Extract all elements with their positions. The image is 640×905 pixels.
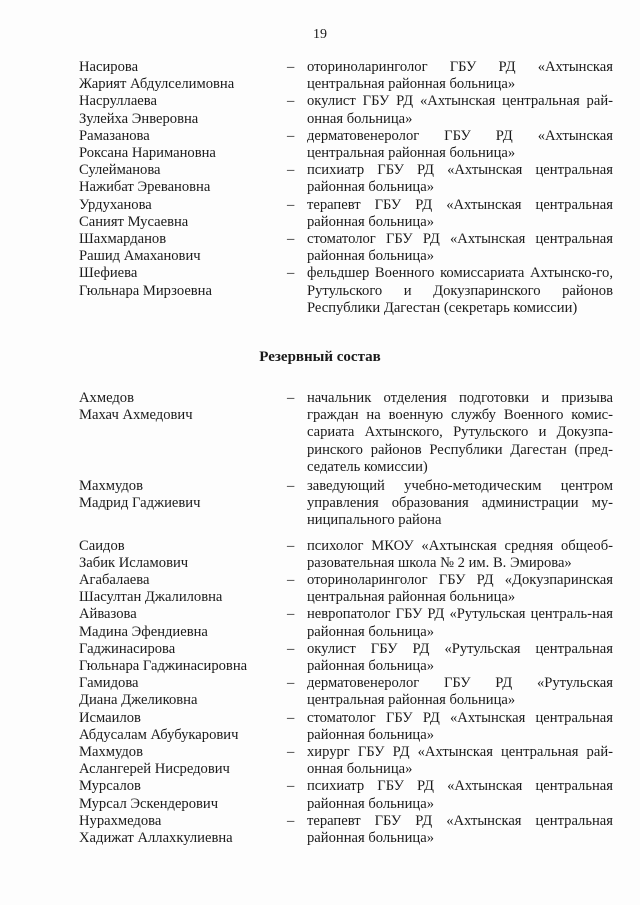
member-role: невропатолог ГБУ РД «Рутульская централь-ная районная больница»: [307, 606, 613, 640]
member-name: Урдуханова Саният Мусаевна: [79, 196, 189, 230]
member-entry: [0, 572, 640, 606]
member-name: Насруллаева Зулейха Энверовна: [79, 93, 199, 127]
dash-separator: –: [287, 93, 295, 110]
member-role: заведующий учебно-методическим центром управления образования администрации му-ниципального района: [307, 478, 613, 529]
dash-separator: –: [287, 778, 295, 795]
member-entry: [0, 710, 640, 744]
member-role: окулист ГБУ РД «Рутульская центральная районная больница»: [307, 640, 613, 675]
dash-separator: –: [287, 812, 295, 829]
dash-separator: –: [287, 478, 295, 495]
dash-separator: –: [287, 196, 295, 213]
member-name: Саидов Забик Исламович: [79, 537, 189, 571]
member-role: хирург ГБУ РД «Ахтынская центральная рай-онная больница»: [307, 744, 613, 778]
member-name: Сулейманова Нажибат Эревановна: [79, 162, 211, 196]
member-entry: [0, 675, 640, 709]
member-role: терапевт ГБУ РД «Ахтынская центральная районная больница»: [307, 196, 613, 230]
page-number: 19: [313, 27, 327, 42]
member-role: стоматолог ГБУ РД «Ахтынская центральная районная больница»: [307, 231, 613, 265]
dash-separator: –: [287, 675, 295, 692]
member-name: Рамазанова Роксана Наримановна: [79, 127, 216, 162]
dash-separator: –: [287, 231, 295, 248]
dash-separator: –: [287, 744, 295, 761]
member-role: дерматовенеролог ГБУ РД «Ахтынская центральная районная больница»: [307, 127, 613, 162]
member-role: фельдшер Военного комиссариата Ахтынско-го, Рутульского и Докузпаринского районов Республики Дагестан (секретарь комиссии): [307, 265, 613, 316]
dash-separator: –: [287, 572, 295, 589]
member-entry: [0, 93, 640, 127]
member-name: Шахмарданов Рашид Амаханович: [79, 231, 201, 265]
member-entry: [0, 538, 640, 572]
member-entry: [0, 265, 640, 317]
reserve-members-list: [0, 390, 640, 847]
dash-separator: –: [287, 606, 295, 623]
member-name: Махмудов Аслангерей Нисредович: [79, 744, 230, 778]
member-role: оториноларинголог ГБУ РД «Ахтынская центральная районная больница»: [307, 59, 613, 93]
member-name: Ахмедов Махач Ахмедович: [79, 390, 193, 424]
member-entry: [0, 641, 640, 675]
dash-separator: –: [287, 59, 295, 75]
member-entry: [0, 606, 640, 640]
member-entry: [0, 744, 640, 778]
member-entry: [0, 197, 640, 231]
dash-separator: –: [287, 537, 295, 554]
member-entry: [0, 813, 640, 847]
member-entry: [0, 231, 640, 265]
member-role: терапевт ГБУ РД «Ахтынская центральная районная больница»: [307, 812, 613, 847]
dash-separator: –: [287, 640, 295, 657]
member-role: психиатр ГБУ РД «Ахтынская центральная районная больница»: [307, 162, 613, 196]
member-role: психиатр ГБУ РД «Ахтынская центральная районная больница»: [307, 778, 613, 812]
member-entry: [0, 59, 640, 93]
member-name: Нурахмедова Хадижат Аллахкулиевна: [79, 812, 233, 847]
member-role: психолог МКОУ «Ахтынская средняя общеоб-разовательная школа № 2 им. В. Эмирова»: [307, 537, 613, 571]
member-name: Насирова Жарият Абдулселимовна: [79, 59, 235, 93]
member-entry: [0, 478, 640, 530]
member-name: Гамидова Диана Джеликовна: [79, 675, 198, 709]
member-name: Исмаилов Абдусалам Абубукарович: [79, 709, 239, 743]
dash-separator: –: [287, 709, 295, 726]
section-title: Резервный состав: [259, 349, 381, 365]
dash-separator: –: [287, 162, 295, 179]
dash-separator: –: [287, 265, 295, 282]
dash-separator: –: [287, 390, 295, 406]
member-role: оториноларинголог ГБУ РД «Докузпаринская центральная районная больница»: [307, 572, 613, 606]
member-name: Махмудов Мадрид Гаджиевич: [79, 478, 201, 512]
member-role: стоматолог ГБУ РД «Ахтынская центральная районная больница»: [307, 709, 613, 743]
member-entry: [0, 778, 640, 812]
member-name: Гаджинасирова Гюльнара Гаджинасировна: [79, 640, 248, 675]
member-name: Мурсалов Мурсал Эскендерович: [79, 778, 219, 812]
member-name: Шефиева Гюльнара Мирзоевна: [79, 265, 212, 299]
main-members-list: [0, 59, 640, 317]
member-role: начальник отделения подготовки и призыва граждан на военную службу Военного комис-сариата Ахтынского, Рутульского и Докузпа-ринского районов Республики Дагестан (пред-седатель комиссии): [307, 390, 613, 475]
member-role: дерматовенеролог ГБУ РД «Рутульская центральная районная больница»: [307, 675, 613, 709]
dash-separator: –: [287, 127, 295, 144]
member-name: Агабалаева Шасултан Джалиловна: [79, 572, 223, 606]
member-entry: [0, 162, 640, 196]
member-role: окулист ГБУ РД «Ахтынская центральная рай-онная больница»: [307, 93, 613, 127]
member-entry: [0, 390, 640, 476]
member-entry: [0, 128, 640, 162]
member-name: Айвазова Мадина Эфендиевна: [79, 606, 208, 640]
